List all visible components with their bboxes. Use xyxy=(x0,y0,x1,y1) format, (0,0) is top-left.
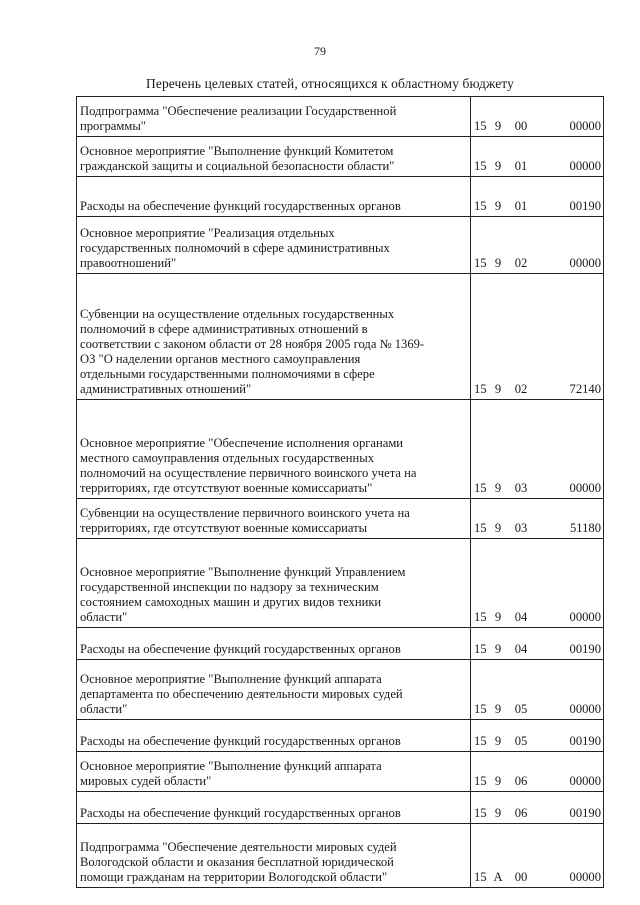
document-title: Перечень целевых статей, относящихся к областному бюджету xyxy=(146,76,514,91)
activity-code: 05 xyxy=(514,702,528,716)
subprogram-code: 9 xyxy=(494,256,502,270)
row-code-cell xyxy=(471,97,604,137)
row-description-cell xyxy=(77,824,471,888)
row-code-cell xyxy=(471,137,604,177)
row-description: Расходы на обеспечение функций государственных органов xyxy=(80,734,401,748)
activity-code: 03 xyxy=(514,521,528,535)
subprogram-code: 9 xyxy=(494,521,502,535)
row-description-cell xyxy=(77,177,471,217)
program-code: 15 xyxy=(474,256,487,270)
table-row xyxy=(77,660,604,720)
target-articles-table xyxy=(76,96,604,888)
target-article-code xyxy=(474,481,601,496)
activity-code: 02 xyxy=(514,382,528,396)
row-code-cell xyxy=(471,628,604,660)
row-description: Расходы на обеспечение функций государственных органов xyxy=(80,642,401,656)
row-description: Основное мероприятие "Выполнение функций Комитетом гражданской защиты и социальной безопасности области" xyxy=(80,144,395,173)
row-code-cell xyxy=(471,720,604,752)
subprogram-code: 9 xyxy=(494,642,502,656)
row-code-cell xyxy=(471,177,604,217)
row-code-cell xyxy=(471,792,604,824)
target-article-code xyxy=(474,870,601,885)
table-row xyxy=(77,274,604,400)
target-article-code xyxy=(474,610,601,625)
target-article-code xyxy=(474,806,601,821)
row-description: Основное мероприятие "Выполнение функций аппарата мировых судей области" xyxy=(80,759,382,788)
direction-code: 51180 xyxy=(569,521,601,535)
row-code-cell xyxy=(471,752,604,792)
program-code: 15 xyxy=(474,199,487,213)
subprogram-code: 9 xyxy=(494,382,502,396)
table-row xyxy=(77,539,604,628)
activity-code: 00 xyxy=(514,119,528,133)
program-code: 15 xyxy=(474,806,487,820)
row-code-cell xyxy=(471,539,604,628)
row-description: Основное мероприятие "Реализация отдельных государственных полномочий в сфере административных правоотношений" xyxy=(80,226,390,270)
table-row xyxy=(77,792,604,824)
table-row xyxy=(77,628,604,660)
direction-code: 00000 xyxy=(569,610,601,624)
row-description-cell xyxy=(77,660,471,720)
row-description: Субвенции на осуществление первичного воинского учета на территориях, где отсутствуют военные комиссариаты xyxy=(80,506,410,535)
direction-code: 00000 xyxy=(569,702,601,716)
row-description-cell xyxy=(77,274,471,400)
direction-code: 00000 xyxy=(569,256,601,270)
target-article-code xyxy=(474,159,601,174)
program-code: 15 xyxy=(474,521,487,535)
row-code-cell xyxy=(471,660,604,720)
row-description-cell xyxy=(77,720,471,752)
direction-code: 00000 xyxy=(569,159,601,173)
table-row xyxy=(77,400,604,499)
subprogram-code: 9 xyxy=(494,806,502,820)
activity-code: 01 xyxy=(514,199,528,213)
program-code: 15 xyxy=(474,159,487,173)
target-article-code xyxy=(474,256,601,271)
table-body xyxy=(77,97,604,888)
program-code: 15 xyxy=(474,610,487,624)
direction-code: 00190 xyxy=(569,199,601,213)
target-article-code xyxy=(474,774,601,789)
row-code-cell xyxy=(471,400,604,499)
target-article-code xyxy=(474,734,601,749)
row-description-cell xyxy=(77,97,471,137)
subprogram-code: 9 xyxy=(494,481,502,495)
activity-code: 00 xyxy=(514,870,528,884)
row-description: Субвенции на осуществление отдельных государственных полномочий в сфере административных отношений в соответствии с законом области от 28 ноября 2005 года № 1369- ОЗ "О наделении органов местного самоуправления отдельными государственными полномочиями в сфере административных отношений" xyxy=(80,307,425,396)
program-code: 15 xyxy=(474,774,487,788)
activity-code: 02 xyxy=(514,256,528,270)
subprogram-code: 9 xyxy=(494,119,502,133)
row-description-cell xyxy=(77,400,471,499)
direction-code: 00190 xyxy=(569,734,601,748)
activity-code: 06 xyxy=(514,806,528,820)
row-description-cell xyxy=(77,792,471,824)
target-article-code xyxy=(474,642,601,657)
table-row xyxy=(77,752,604,792)
row-description-cell xyxy=(77,137,471,177)
table-row xyxy=(77,720,604,752)
table-row xyxy=(77,137,604,177)
row-description: Основное мероприятие "Обеспечение исполнения органами местного самоуправления отдельных государственных полномочий на осуществление первичного воинского учета на территориях, где отсутствуют военные комиссариаты" xyxy=(80,436,417,495)
direction-code: 72140 xyxy=(569,382,601,396)
activity-code: 05 xyxy=(514,734,528,748)
activity-code: 04 xyxy=(514,610,528,624)
subprogram-code: 9 xyxy=(494,774,502,788)
program-code: 15 xyxy=(474,481,487,495)
page-number: 79 xyxy=(314,44,326,58)
activity-code: 04 xyxy=(514,642,528,656)
program-code: 15 xyxy=(474,734,487,748)
row-code-cell xyxy=(471,274,604,400)
row-description-cell xyxy=(77,628,471,660)
direction-code: 00000 xyxy=(569,481,601,495)
subprogram-code: 9 xyxy=(494,734,502,748)
table-row xyxy=(77,824,604,888)
program-code: 15 xyxy=(474,702,487,716)
target-article-code xyxy=(474,702,601,717)
row-code-cell xyxy=(471,499,604,539)
direction-code: 00000 xyxy=(569,870,601,884)
program-code: 15 xyxy=(474,642,487,656)
target-article-code xyxy=(474,119,601,134)
row-description: Основное мероприятие "Выполнение функций аппарата департамента по обеспечению деятельности мировых судей области" xyxy=(80,672,403,716)
table-row xyxy=(77,177,604,217)
row-description: Подпрограмма "Обеспечение деятельности мировых судей Вологодской области и оказания бесплатной юридической помощи гражданам на территории Вологодской области" xyxy=(80,840,397,884)
direction-code: 00000 xyxy=(569,774,601,788)
direction-code: 00190 xyxy=(569,806,601,820)
direction-code: 00190 xyxy=(569,642,601,656)
direction-code: 00000 xyxy=(569,119,601,133)
table-row xyxy=(77,499,604,539)
program-code: 15 xyxy=(474,870,487,884)
row-description-cell xyxy=(77,539,471,628)
activity-code: 06 xyxy=(514,774,528,788)
row-description: Основное мероприятие "Выполнение функций Управлением государственной инспекции по надзору за техническим состоянием самоходных машин и других видов техники области" xyxy=(80,565,406,624)
row-description-cell xyxy=(77,217,471,274)
row-code-cell xyxy=(471,824,604,888)
activity-code: 03 xyxy=(514,481,528,495)
program-code: 15 xyxy=(474,119,487,133)
table-row xyxy=(77,97,604,137)
target-article-code xyxy=(474,382,601,397)
subprogram-code: А xyxy=(493,870,503,884)
row-description: Подпрограмма "Обеспечение реализации Государственной программы" xyxy=(80,104,397,133)
row-description-cell xyxy=(77,499,471,539)
table-row xyxy=(77,217,604,274)
subprogram-code: 9 xyxy=(494,702,502,716)
target-article-code xyxy=(474,521,601,536)
subprogram-code: 9 xyxy=(494,159,502,173)
activity-code: 01 xyxy=(514,159,528,173)
row-description: Расходы на обеспечение функций государственных органов xyxy=(80,199,401,213)
row-description: Расходы на обеспечение функций государственных органов xyxy=(80,806,401,820)
subprogram-code: 9 xyxy=(494,610,502,624)
subprogram-code: 9 xyxy=(494,199,502,213)
row-code-cell xyxy=(471,217,604,274)
program-code: 15 xyxy=(474,382,487,396)
row-description-cell xyxy=(77,752,471,792)
target-article-code xyxy=(474,199,601,214)
